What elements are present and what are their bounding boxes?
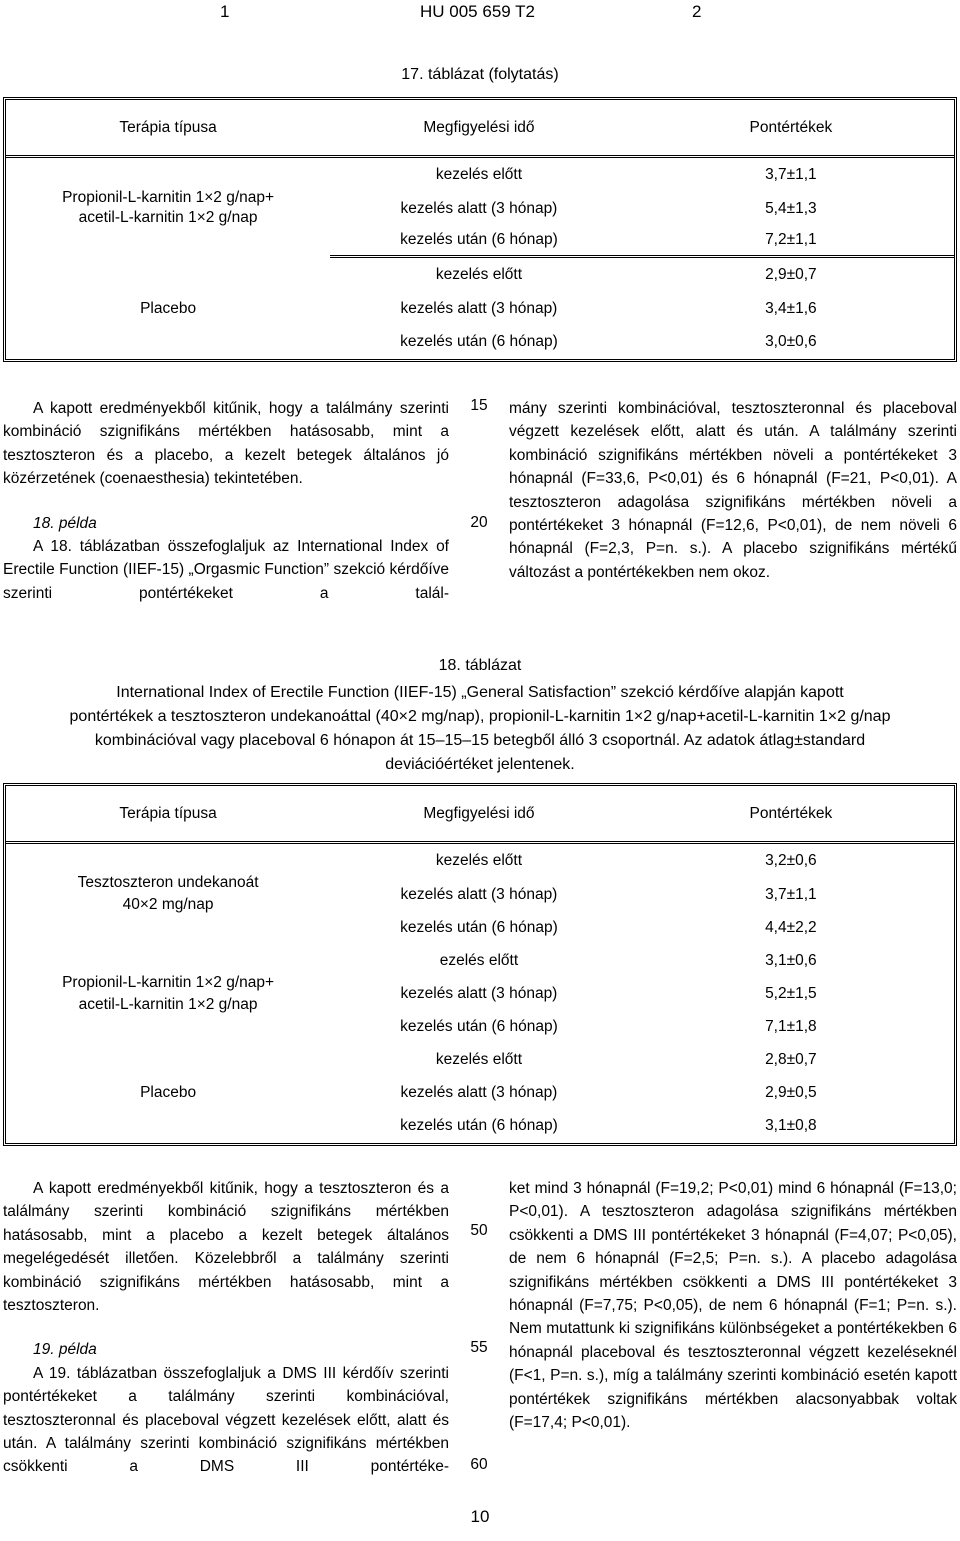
line-number: 55 — [470, 1339, 488, 1356]
section1-left-column — [3, 397, 449, 605]
caption-line: International Index of Erectile Function (IIEF-15) „General Satisfaction” szekció kérdőíve alapján kapott — [116, 684, 844, 701]
time-cell: kezelés előtt — [435, 1050, 523, 1068]
line-number: 50 — [470, 1222, 488, 1239]
section2-left-column — [3, 1177, 449, 1479]
table18-title: 18. táblázat — [438, 657, 522, 674]
table-row — [6, 158, 954, 192]
col-header-score: Pontértékek — [628, 786, 954, 844]
score-cell: 3,7±1,1 — [765, 885, 817, 903]
caption-line: pontértékek a tesztoszteron undekanoáttal (40×2 mg/nap), propionil-L-karnitin 1×2 g/nap+acetil-L-karnitin 1×2 g/nap — [69, 708, 891, 725]
score-cell: 3,4±1,6 — [765, 299, 817, 317]
time-cell: kezelés után (6 hónap) — [400, 918, 558, 936]
table-row — [6, 944, 954, 977]
section1-right-column — [509, 397, 957, 584]
score-cell: 2,9±0,7 — [765, 266, 817, 283]
caption-line: kombinációval vagy placeboval 6 hónapon át 15–15–15 betegből álló 3 csoportnál. Az adatok átlag±standard — [94, 732, 866, 749]
table-row — [6, 844, 954, 878]
body-paragraph: mány szerinti kombinációval, tesztoszteronnal és placeboval végzett kezelések előtt, alatt és után. A találmány szerinti kombináció szignifikáns mértékben növeli a pontértékeket 3 hónapnál (F=33,6, P<0,01) és 6 hónapnál (F=21, P<0,01). A tesztoszteron adagolása szignifikáns mértékben növeli a pontértékeket 3 hónapnál (F=12,6, P<0,01), de nem növeli 6 hónapnál (F=2,3, P=n. s.). A placebo szignifikáns mértékű változást a pontértékekben nem okoz. — [509, 400, 957, 581]
time-cell: kezelés után (6 hónap) — [400, 333, 558, 350]
score-cell: 5,2±1,5 — [765, 984, 817, 1002]
time-cell: kezelés előtt — [435, 852, 523, 869]
table-row — [6, 1043, 954, 1076]
line-number: 60 — [470, 1456, 488, 1473]
caption-line: deviációértéket jelentenek. — [385, 756, 575, 773]
col-header-score: Pontértékek — [628, 100, 954, 158]
score-cell: 3,1±0,8 — [765, 1117, 817, 1134]
time-cell: kezelés előtt — [435, 166, 523, 183]
body-paragraph: A kapott eredményekből kitűnik, hogy a tesztoszteron és a találmány szerinti kombináció szignifikáns mértékben hatásosabb, mint a placebo a kezelt betegek általános megelégedését illetően. Közelebbről a találmány szerinti kombináció szignifikáns mértékben hatásosabb, mint a tesztoszteron. — [3, 1180, 449, 1315]
table17 — [3, 97, 957, 362]
header-left-number: 1 — [220, 2, 230, 21]
score-cell: 3,0±0,6 — [765, 333, 817, 350]
score-cell: 4,4±2,2 — [765, 918, 817, 936]
score-cell: 3,1±0,6 — [765, 951, 817, 969]
score-cell: 5,4±1,3 — [765, 199, 817, 217]
score-cell: 3,7±1,1 — [765, 166, 817, 183]
col-header-therapy: Terápia típusa — [6, 786, 330, 844]
header-right-number: 2 — [692, 2, 702, 21]
table-header-row — [6, 786, 954, 844]
therapy-cell: Placebo — [140, 299, 197, 317]
table18-caption — [0, 681, 960, 777]
time-cell: kezelés alatt (3 hónap) — [400, 885, 558, 903]
score-cell: 2,9±0,5 — [765, 1083, 817, 1101]
score-cell: 3,2±0,6 — [765, 852, 817, 869]
table-row — [6, 258, 954, 292]
therapy-cell: Tesztoszteron undekanoát 40×2 mg/nap — [77, 874, 259, 913]
example-heading: 19. példa — [33, 1341, 97, 1359]
time-cell: ezelés előtt — [439, 951, 519, 969]
body-paragraph: A 19. táblázatban összefoglaljuk a DMS III kérdőív szerinti pontértékeket a találmány szerinti kombinációval, tesztoszteronnal és placeboval végzett kezelések előtt, alatt és után. A találmány szerinti kombináció szignifikáns mértékben csökkenti a DMS III pontértéke- — [3, 1364, 449, 1476]
col-header-therapy: Terápia típusa — [6, 100, 330, 158]
col-header-time: Megfigyelési idő — [330, 100, 628, 158]
header-doc-id: HU 005 659 T2 — [420, 2, 535, 21]
line-number: 20 — [470, 514, 488, 531]
table18 — [3, 783, 957, 1146]
line-number: 15 — [470, 397, 488, 414]
time-cell: kezelés alatt (3 hónap) — [400, 984, 558, 1002]
therapy-cell: Propionil-L-karnitin 1×2 g/nap+ acetil-L-karnitin 1×2 g/nap — [62, 973, 275, 1013]
table17-title: 17. táblázat (folytatás) — [401, 66, 559, 83]
example-heading: 18. példa — [33, 514, 97, 532]
body-paragraph: ket mind 3 hónapnál (F=19,2; P<0,01) mind 6 hónapnál (F=13,0; P<0,01). A tesztoszteron adagolása szignifikáns mértékben csökkenti a DMS III pontértékeket 3 hónapnál (F=4,07; P<0,05), de nem 6 hónapnál (F=2,5; P=n. s.). A placebo adagolása szignifikáns mértékben csökkenti a DMS III pontértékeket 3 hónapnál (F=7,75; P<0,05), de nem 6 hónapnál (F=1; P=n. s.). Nem mutattunk ki szignifikáns különbségeket a pontértékekben 6 hónapnál placeboval és tesztoszteronnal végzett kezeléseknél (F<1, P=n. s.), míg a találmány szerinti kombináció esetén kapott pontértékek szignifikáns mértékben alacsonyabbak voltak (F=17,4; P<0,01). — [509, 1180, 957, 1432]
time-cell: kezelés után (6 hónap) — [330, 225, 628, 258]
time-cell: kezelés alatt (3 hónap) — [400, 1083, 558, 1101]
page-number: 10 — [470, 1507, 490, 1526]
col-header-time: Megfigyelési idő — [330, 786, 628, 844]
body-paragraph: A 18. táblázatban összefoglaljuk az International Index of Erectile Function (IIEF-15) „Orgasmic Function” szekció kérdőíve szerinti pontértékeket a talál- — [3, 538, 449, 602]
time-cell: kezelés után (6 hónap) — [400, 1117, 558, 1134]
therapy-cell: Placebo — [140, 1084, 197, 1101]
score-cell: 7,2±1,1 — [628, 225, 954, 258]
body-paragraph: A kapott eredményekből kitűnik, hogy a találmány szerinti kombináció szignifikáns mértékben hatásosabb, mint a tesztoszteron és a placebo, a kezelt betegek általános jó közérzetének (coenaesthesia) tekintetében. — [3, 400, 449, 488]
score-cell: 7,1±1,8 — [765, 1017, 817, 1035]
time-cell: kezelés alatt (3 hónap) — [400, 199, 558, 217]
therapy-cell: Propionil-L-karnitin 1×2 g/nap+ acetil-L-karnitin 1×2 g/nap — [62, 189, 275, 226]
section2-right-column — [509, 1177, 957, 1434]
score-cell: 2,8±0,7 — [765, 1050, 817, 1068]
table-header-row — [6, 100, 954, 158]
time-cell: kezelés előtt — [435, 266, 523, 283]
time-cell: kezelés után (6 hónap) — [400, 1017, 558, 1035]
time-cell: kezelés alatt (3 hónap) — [400, 299, 558, 317]
